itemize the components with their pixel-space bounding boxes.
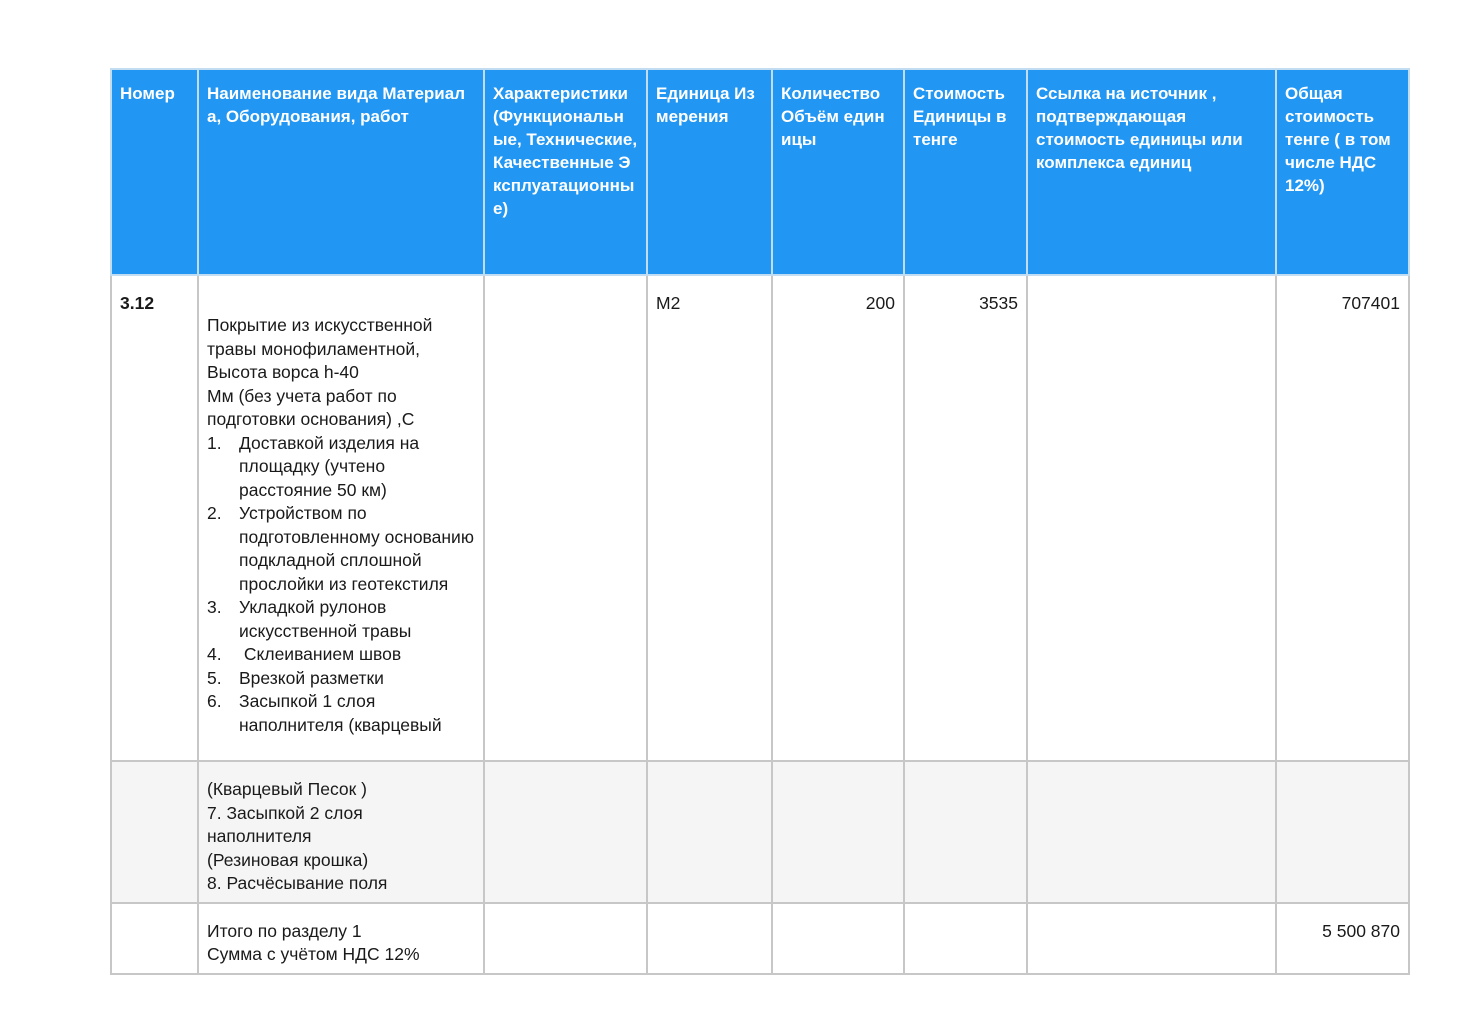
- row-number: 3.12: [111, 275, 198, 761]
- header-number: Номер: [111, 69, 198, 275]
- list-item: [207, 432, 475, 503]
- row-description: [198, 903, 484, 974]
- description-line: Высота ворса h-40: [207, 362, 359, 382]
- row-description: [198, 761, 484, 903]
- list-item-number: 2.: [207, 503, 222, 523]
- row-characteristics: [484, 903, 647, 974]
- estimate-table: [110, 68, 1410, 975]
- section-total-value: 5 500 870: [1276, 903, 1409, 974]
- table-row-total: [111, 903, 1409, 974]
- list-item: [207, 690, 475, 737]
- row-number: [111, 761, 198, 903]
- header-source-link: Ссылка на источник , подтверждающая стоимость единицы или комплекса единиц: [1027, 69, 1276, 275]
- row-total: [1276, 761, 1409, 903]
- description-line: (Резиновая крошка): [207, 849, 369, 870]
- row-characteristics: [484, 761, 647, 903]
- header-unit-price: Стоимость Единицы в тенге: [904, 69, 1027, 275]
- header-name: Наименование вида Материала, Оборудования, работ: [198, 69, 484, 275]
- table-row: [111, 275, 1409, 761]
- row-unit: [647, 903, 772, 974]
- list-item-text: Доставкой изделия на площадку (учтено расстояние 50 км): [239, 432, 420, 500]
- table-row: [111, 761, 1409, 903]
- description-line: травы монофиламентной,: [207, 338, 420, 359]
- list-item-text: Укладкой рулонов искусственной травы: [239, 597, 412, 641]
- list-item: [207, 667, 475, 691]
- description-line: (Кварцевый Песок ): [207, 779, 367, 799]
- list-item: [207, 643, 475, 667]
- row-quantity: [772, 761, 904, 903]
- row-unit-price: [904, 903, 1027, 974]
- description-line: подготовки основания) ,С: [207, 409, 415, 429]
- description-line: Покрытие из искусственной: [207, 315, 433, 335]
- list-item-text: Врезкой разметки: [239, 667, 384, 688]
- row-characteristics: [484, 275, 647, 761]
- description-line: наполнителя: [207, 826, 312, 846]
- description-intro: [207, 314, 475, 432]
- row-unit-price: [904, 761, 1027, 903]
- table-header-row: [111, 69, 1409, 275]
- row-source-link: [1027, 275, 1276, 761]
- description-line: 7. Засыпкой 2 слоя: [207, 802, 363, 823]
- list-item: [207, 596, 475, 643]
- list-item-number: 4.: [207, 644, 222, 664]
- row-quantity: 200: [772, 275, 904, 761]
- list-item: [207, 502, 475, 596]
- row-source-link: [1027, 761, 1276, 903]
- list-item-text: Засыпкой 1 слоя наполнителя (кварцевый: [239, 691, 442, 735]
- row-description: [198, 275, 484, 761]
- work-steps-list: [207, 432, 475, 738]
- header-characteristics: Характеристики (Функциональные, Технические, Качественные Эксплуатационные): [484, 69, 647, 275]
- list-item-number: 1.: [207, 432, 222, 453]
- list-item-number: 3.: [207, 597, 222, 617]
- row-unit: [647, 761, 772, 903]
- vat-total-label: Сумма с учётом НДС 12%: [207, 944, 420, 964]
- section-total-label: Итого по разделу 1: [207, 920, 362, 941]
- description-line: Мм (без учета работ по: [207, 385, 397, 406]
- list-item-text: Склеиванием швов: [239, 644, 402, 664]
- description-line: 8. Расчёсывание поля: [207, 873, 388, 893]
- header-quantity: Количество Объём единицы: [772, 69, 904, 275]
- row-quantity: [772, 903, 904, 974]
- header-unit: Единица Измерения: [647, 69, 772, 275]
- list-item-number: 5.: [207, 667, 222, 688]
- row-source-link: [1027, 903, 1276, 974]
- row-unit: М2: [647, 275, 772, 761]
- row-unit-price: 3535: [904, 275, 1027, 761]
- list-item-text: Устройством по подготовленному основанию подкладной сплошной прослойки из геотекстиля: [239, 503, 474, 594]
- row-total: 707401: [1276, 275, 1409, 761]
- header-total: Общая стоимость тенге ( в том числе НДС 12%): [1276, 69, 1409, 275]
- list-item-number: 6.: [207, 691, 222, 711]
- row-number: [111, 903, 198, 974]
